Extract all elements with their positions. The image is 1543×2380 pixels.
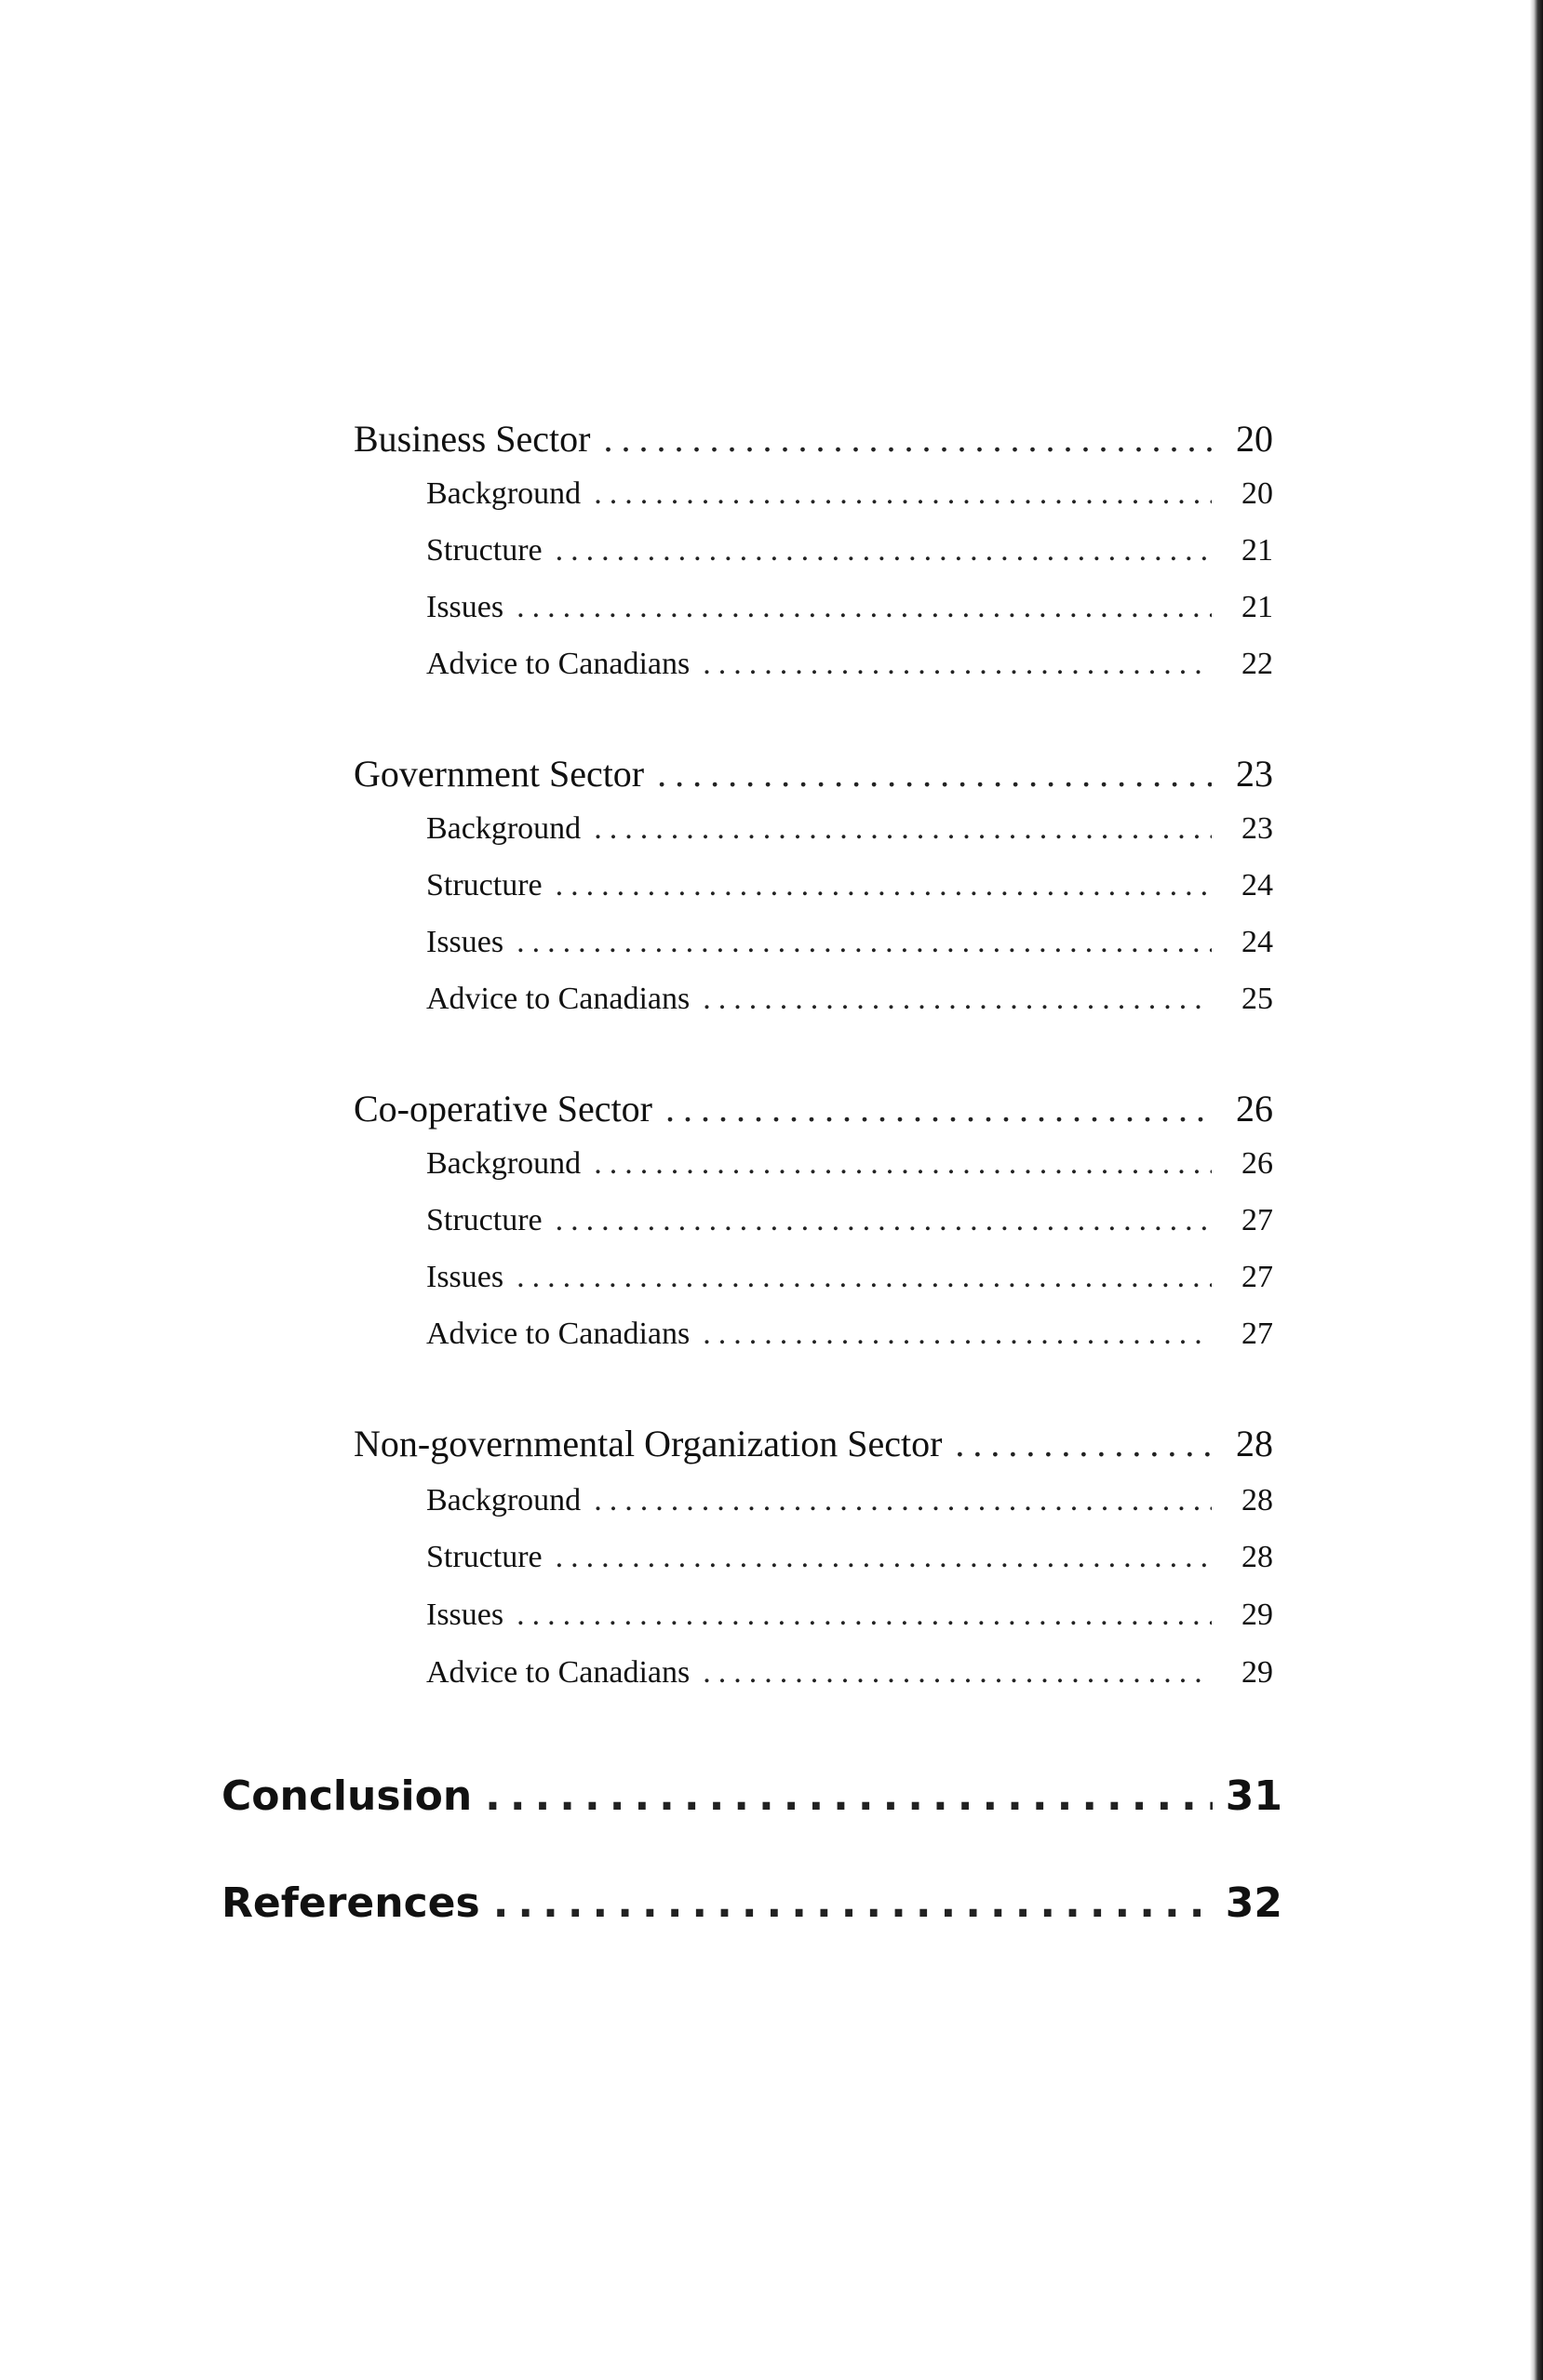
toc-subentry-page: 24 <box>1241 925 1273 959</box>
toc-entry-page: 31 <box>1225 1772 1282 1820</box>
toc-subentry-issues[interactable] <box>426 1260 1273 1295</box>
dot-leader <box>594 476 1212 512</box>
toc-entry-title: Non-governmental Organization Sector <box>354 1423 943 1464</box>
toc-entry-cooperative-sector[interactable] <box>354 1087 1273 1130</box>
toc-subentry-label: Structure <box>426 868 543 903</box>
toc-subentry-structure[interactable] <box>426 533 1273 568</box>
toc-subentry-label: Advice to Canadians <box>426 1317 691 1351</box>
toc-subentry-page: 23 <box>1241 811 1273 846</box>
toc-subentry-page: 29 <box>1241 1598 1273 1632</box>
toc-entry-ngo-sector[interactable] <box>354 1422 1273 1465</box>
toc-subentry-advice[interactable] <box>426 1317 1273 1352</box>
dot-leader <box>703 1317 1212 1352</box>
toc-subentry-label: Background <box>426 476 582 511</box>
dot-leader <box>517 1260 1212 1295</box>
toc-entry-page: 32 <box>1225 1879 1282 1927</box>
dot-leader <box>556 533 1212 568</box>
toc-subentry-page: 21 <box>1241 590 1273 624</box>
dot-leader <box>517 590 1212 625</box>
dot-leader <box>594 1146 1212 1182</box>
toc-subentry-page: 28 <box>1241 1483 1273 1518</box>
toc-subentry-page: 20 <box>1241 476 1273 511</box>
toc-subentry-page: 27 <box>1241 1203 1273 1237</box>
toc-subentry-label: Advice to Canadians <box>426 982 691 1016</box>
toc-subentry-structure[interactable] <box>426 1540 1273 1575</box>
toc-subentry-label: Issues <box>426 590 504 624</box>
toc-entry-page: 23 <box>1236 753 1273 795</box>
toc-subentry-label: Issues <box>426 1598 504 1632</box>
toc-subentry-label: Structure <box>426 1540 543 1574</box>
toc-subentry-issues[interactable] <box>426 1598 1273 1633</box>
toc-subentry-page: 24 <box>1241 868 1273 903</box>
toc-subentry-page: 29 <box>1241 1655 1273 1690</box>
toc-entry-title: References <box>221 1879 480 1927</box>
dot-leader <box>517 925 1212 960</box>
dot-leader <box>703 647 1212 682</box>
toc-subentry-page: 22 <box>1241 647 1273 681</box>
toc-entry-title: Conclusion <box>221 1772 473 1820</box>
toc-subentry-label: Background <box>426 811 582 846</box>
dot-leader <box>556 1540 1212 1575</box>
dot-leader <box>485 1772 1213 1820</box>
toc-subentry-issues[interactable] <box>426 590 1273 625</box>
toc-entry-page: 26 <box>1236 1088 1273 1130</box>
toc-subentry-page: 21 <box>1241 533 1273 568</box>
toc-subentry-issues[interactable] <box>426 925 1273 960</box>
toc-subentry-advice[interactable] <box>426 982 1273 1017</box>
toc-entry-conclusion[interactable] <box>221 1772 1282 1820</box>
dot-leader <box>703 1655 1212 1691</box>
dot-leader <box>703 982 1212 1017</box>
toc-entry-title: Co-operative Sector <box>354 1088 652 1130</box>
scan-edge <box>1530 0 1543 2380</box>
toc-subentry-label: Advice to Canadians <box>426 647 691 681</box>
toc-subentry-structure[interactable] <box>426 1203 1273 1238</box>
toc-entry-title: Government Sector <box>354 753 645 795</box>
toc-entry-page: 28 <box>1236 1423 1273 1464</box>
toc-subentry-label: Advice to Canadians <box>426 1655 691 1690</box>
toc-subentry-page: 27 <box>1241 1317 1273 1351</box>
toc-entry-page: 20 <box>1236 418 1273 460</box>
toc-subentry-label: Background <box>426 1146 582 1181</box>
toc-subentry-page: 26 <box>1241 1146 1273 1181</box>
toc-subentry-background[interactable] <box>426 1146 1273 1182</box>
toc-subentry-label: Issues <box>426 1260 504 1294</box>
dot-leader <box>556 868 1212 903</box>
toc-subentry-background[interactable] <box>426 476 1273 512</box>
toc-entry-government-sector[interactable] <box>354 752 1273 796</box>
dot-leader <box>493 1879 1213 1927</box>
toc-subentry-page: 25 <box>1241 982 1273 1016</box>
toc-subentry-label: Background <box>426 1483 582 1518</box>
dot-leader <box>594 1483 1212 1518</box>
toc-entry-title: Business Sector <box>354 418 591 460</box>
toc-subentry-background[interactable] <box>426 1483 1273 1518</box>
toc-subentry-page: 27 <box>1241 1260 1273 1294</box>
dot-leader <box>556 1203 1212 1238</box>
dot-leader <box>603 417 1212 461</box>
dot-leader <box>665 1087 1212 1130</box>
toc-subentry-label: Issues <box>426 925 504 959</box>
toc-subentry-structure[interactable] <box>426 868 1273 903</box>
toc-subentry-advice[interactable] <box>426 647 1273 682</box>
toc-entry-references[interactable] <box>221 1879 1282 1927</box>
dot-leader <box>594 811 1212 847</box>
dot-leader <box>657 752 1212 796</box>
toc-subentry-page: 28 <box>1241 1540 1273 1574</box>
toc-entry-business-sector[interactable] <box>354 417 1273 461</box>
dot-leader <box>517 1598 1212 1633</box>
toc-subentry-advice[interactable] <box>426 1655 1273 1691</box>
toc-subentry-background[interactable] <box>426 811 1273 847</box>
toc-subentry-label: Structure <box>426 533 543 568</box>
dot-leader <box>955 1422 1212 1465</box>
toc-subentry-label: Structure <box>426 1203 543 1237</box>
